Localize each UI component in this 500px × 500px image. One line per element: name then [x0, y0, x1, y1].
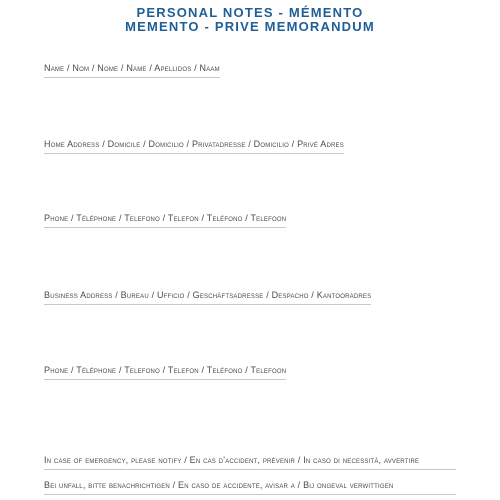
title-line-1: PERSONAL NOTES - MÉMENTO: [136, 5, 364, 20]
business-phone-field-label: Phone / Téléphone / Telefono / Telefon / Teléfono / Telefoon: [44, 365, 286, 380]
name-field-label: Name / Nom / Nome / Name / Apellidos / Naam: [44, 63, 220, 78]
business-address-field-label: Business Address / Bureau / Ufficio / Geschäftsadresse / Despacho / Kantooradres: [44, 290, 371, 305]
title-line-2: MEMENTO - PRIVE MEMORANDUM: [125, 19, 375, 34]
home-address-field-label: Home Address / Domicile / Domicilio / Privatadresse / Domicilio / Privé Adres: [44, 139, 344, 154]
emergency-contact-field-label: In case of emergency, please notify / En cas d'accident, prévenir / In caso di necessità, avvertire: [44, 455, 456, 470]
phone-field-label: Phone / Téléphone / Telefono / Telefon / Teléfono / Telefoon: [44, 213, 286, 228]
page-title: [0, 6, 500, 34]
emergency-contact-translations-label: Bei unfall, bitte benachrichtigen / En caso de accidente, avisar a / Bij ongeval verwittigen: [44, 480, 456, 495]
